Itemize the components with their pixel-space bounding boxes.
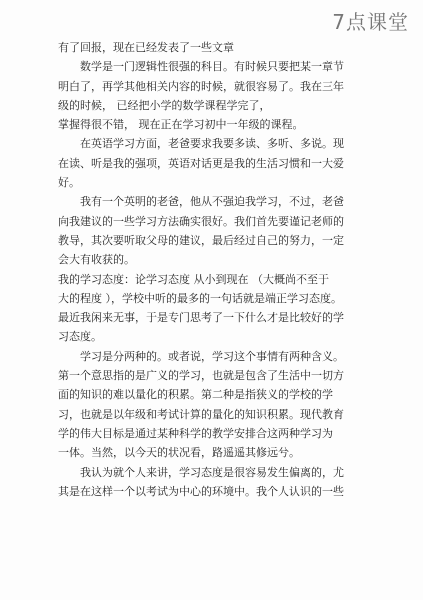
- text-line: 向我建议的一些学习方法确实很好。我们首先要谨记老师的: [58, 214, 344, 228]
- text-line: 面的知识的难以量化的积累。第二种是指狭义的学校的学: [58, 388, 333, 402]
- text-line: 最近我闲来无事，于是专门思考了一下什么才是比较好的学: [58, 311, 344, 325]
- text-line: 会大有收获的。: [58, 253, 135, 267]
- text-line: 掌握得很不错， 现在正在学习初中一年级的课程。: [58, 118, 304, 132]
- text-line: 我的学习态度：论学习态度 从小到现在 （大概尚不至于: [58, 272, 329, 286]
- text-line: 学习是分两种的。或者说，学习这个事情有两种含义。: [80, 349, 344, 363]
- text-line: 在英语学习方面，老爸要求我要多读、多听、多说。现: [80, 137, 344, 151]
- text-line: 好。: [58, 176, 80, 190]
- text-line: 数学是一门逻辑性很强的科目。有时候只要把某一章节: [80, 60, 344, 74]
- text-line: 在读、听是我的强项，英语对话更是我的生活习惯和一大爱: [58, 156, 344, 170]
- text-line: 明白了，再学其他相关内容的时候，就很容易了。我在三年: [58, 79, 344, 93]
- article-body: [58, 38, 363, 501]
- text-line: 习态度。: [58, 330, 102, 344]
- text-line: 其是在这样一个以考试为中心的环境中。我个人认识的一些: [58, 484, 344, 498]
- text-line: 教导，其次要听取父母的建议，最后经过自己的努力，一定: [58, 233, 344, 247]
- text-line: 学的伟大目标是通过某种科学的教学安排合这两种学习为: [58, 426, 333, 440]
- text-line: 习，也就是以年级和考试计算的量化的知识积累。现代教育: [58, 407, 344, 421]
- watermark-logo: 7点课堂: [332, 10, 409, 34]
- text-line: 我认为就个人来讲，学习态度是很容易发生偏离的，尤: [80, 465, 344, 479]
- text-line: 有了回报，现在已经发表了一些文章: [58, 41, 234, 54]
- text-line: 我有一个英明的老爸，他从不强迫我学习，不过，老爸: [80, 195, 344, 209]
- text-line: 级的时候， 已经把小学的数学课程学完了，: [58, 98, 271, 112]
- text-line: 第一个意思指的是广义的学习，也就是包含了生活中一切方: [58, 369, 344, 383]
- text-line: 一体。当然，以今天的状况看，路遥遥其修远兮。: [58, 446, 300, 460]
- text-line: 大的程度 ），学校中听的最多的一句话就是端正学习态度。: [58, 291, 342, 305]
